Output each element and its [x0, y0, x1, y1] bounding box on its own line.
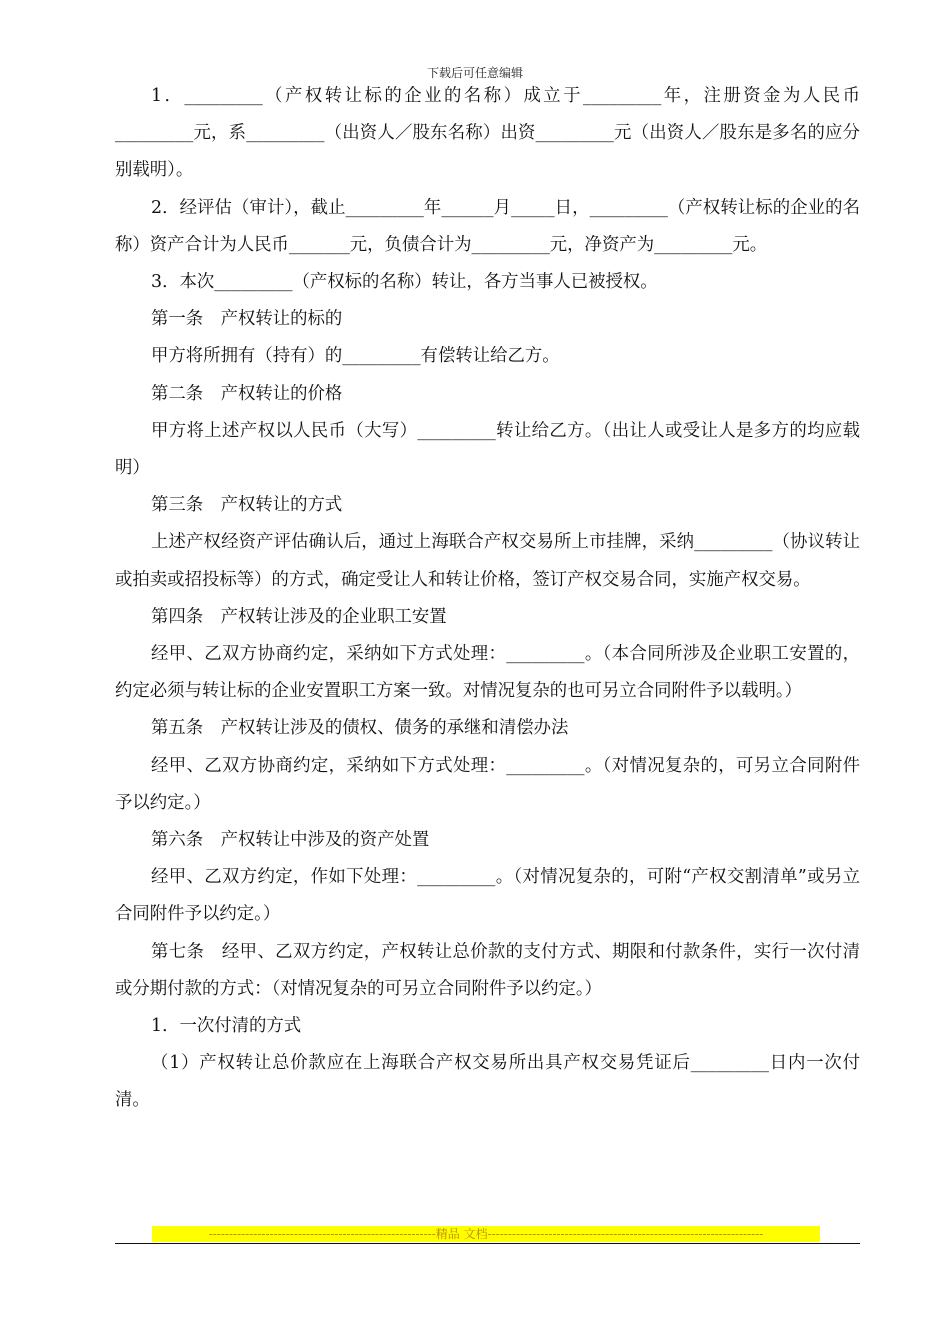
header-note: 下载后可任意编辑	[426, 66, 523, 80]
paragraph: （1）产权转让总价款应在上海联合产权交易所出具产权交易凭证后_________日内一次付清。	[115, 1053, 860, 1111]
paragraph: 第五条 产权转让涉及的债权、债务的承继和清偿办法	[151, 718, 569, 739]
paragraph: 第三条 产权转让的方式	[151, 495, 343, 516]
document-body	[115, 78, 860, 1120]
paragraph: 甲方将上述产权以人民币（大写）_________转让给乙方。（出让人或受让人是多方的均应载明）	[115, 420, 860, 479]
paragraph: 甲方将所拥有（持有）的_________有偿转让给乙方。	[151, 346, 560, 367]
paragraph: 第四条 产权转让涉及的企业职工安置	[151, 606, 447, 627]
paragraph: 第七条 经甲、乙双方约定，产权转让总价款的支付方式、期限和付款条件，实行一次付清或分期付款的方式：（对情况复杂的可另立合同附件予以约定。）	[115, 941, 860, 999]
paragraph: 经甲、乙双方协商约定，采纳如下方式处理：_________。（对情况复杂的，可另立合同附件予以约定。）	[115, 755, 860, 813]
paragraph: 第一条 产权转让的标的	[151, 309, 343, 330]
paragraph: 经甲、乙双方约定，作如下处理：_________。（对情况复杂的，可附“产权交割清单”或另立合同附件予以约定。）	[115, 867, 860, 925]
paragraph: 2．经评估（审计），截止_________年______月_____日，_________（产权转让标的企业的名称）资产合计为人民币_______元，负债合计为_________元，净资产为_________元。	[115, 197, 860, 255]
footer-banner: --------------------------------------------------------精品 文档--------------------------------------------------------------------	[152, 1226, 820, 1242]
paragraph: 1．_________（产权转让标的企业的名称）成立于_________年，注册资金为人民币_________元，系_________（出资人／股东名称）出资_________元（出资人／股东是多名的应分别载明）。	[115, 86, 860, 181]
paragraph: 第二条 产权转让的价格	[151, 383, 343, 404]
paragraph: 3．本次_________（产权标的名称）转让，各方当事人已被授权。	[151, 272, 658, 293]
paragraph: 经甲、乙双方协商约定，采纳如下方式处理：_________。（本合同所涉及企业职工安置的，约定必须与转让标的企业安置职工方案一致。对情况复杂的也可另立合同附件予以载明。）	[115, 644, 860, 702]
paragraph: 第六条 产权转让中涉及的资产处置	[151, 830, 430, 851]
footer-divider	[115, 1243, 860, 1244]
paragraph: 上述产权经资产评估确认后，通过上海联合产权交易所上市挂牌，采纳_________（协议转让或拍卖或招投标等）的方式，确定受让人和转让价格，签订产权交易合同，实施产权交易。	[115, 532, 860, 590]
paragraph: 1．一次付清的方式	[151, 1016, 302, 1037]
